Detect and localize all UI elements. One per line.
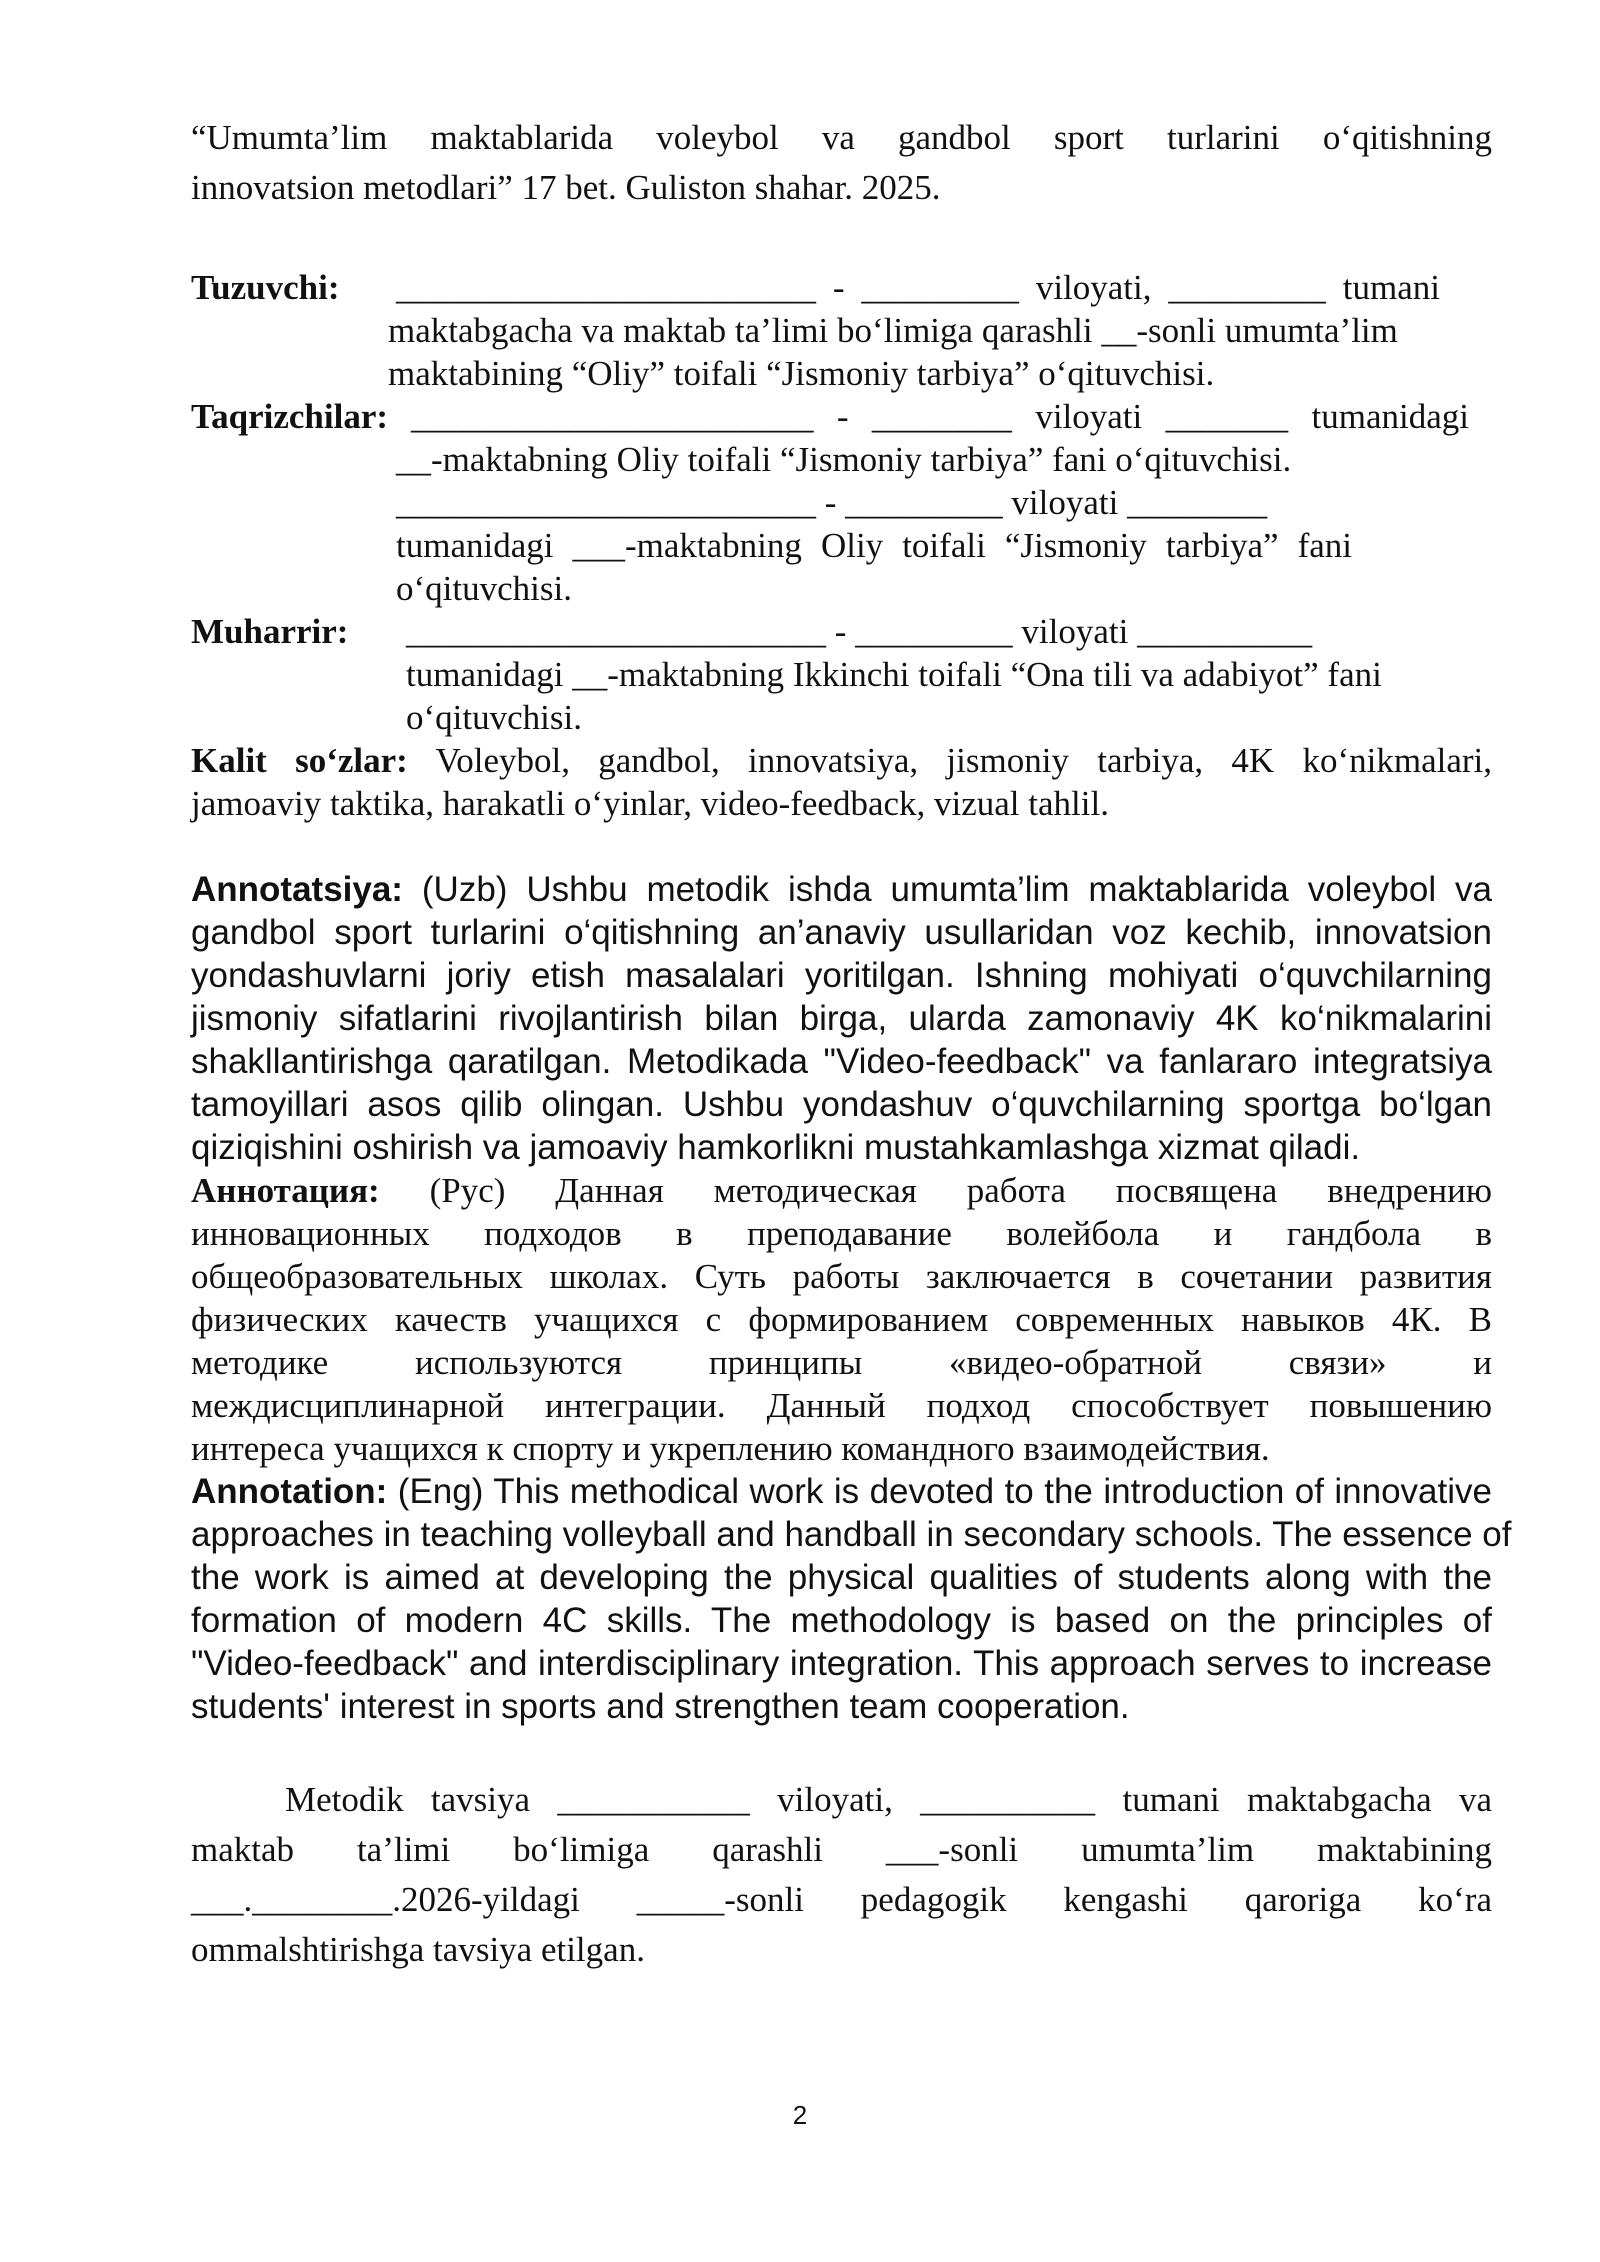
- annotation-uz-line-7: qiziqishini oshirish va jamoaviy hamkorlikni mustahkamlashga xizmat qiladi.: [191, 1128, 1361, 1167]
- annotation-uz-line-6: tamoyillari asos qilib olingan. Ushbu yondashuv o‘quvchilarning sportga bo‘lgan: [191, 1085, 1492, 1124]
- editor-line-2: tumanidagi __-maktabning Ikkinchi toifali “Ona tili va adabiyot” fani: [406, 655, 1382, 694]
- annotation-ru-line-1: [191, 1169, 1492, 1212]
- annotation-ru-label: Аннотация:: [191, 1171, 380, 1210]
- reviewers-line-2: __-maktabning Oliy toifali “Jismoniy tarbiya” fani o‘qituvchisi.: [396, 440, 1292, 479]
- annotation-uz-line-2: gandbol sport turlarini o‘qitishning an’anaviy usullaridan voz kechib, innovatsion: [191, 913, 1492, 952]
- recommendation-line-4: ommalshtirishga tavsiya etilgan.: [191, 1930, 645, 1969]
- keywords-label: Kalit so‘zlar:: [191, 741, 408, 780]
- title-reference-line-2: innovatsion metodlari” 17 bet. Guliston shahar. 2025.: [191, 168, 941, 207]
- annotation-ru-line-5: методике используются принципы «видео-обратной связи» и: [191, 1343, 1492, 1382]
- reviewers-label: Taqrizchilar:: [191, 397, 389, 436]
- annotation-ru-line-6: междисциплинарной интеграции. Данный подход способствует повышению: [191, 1386, 1492, 1425]
- annotation-ru-text: (Рус) Данная методическая работа посвящена внедрению: [429, 1171, 1493, 1210]
- editor-line-3: o‘qituvchisi.: [406, 698, 582, 737]
- annotation-uz-line-5: shakllantirishga qaratilgan. Metodikada "Video-feedback" va fanlararo integratsiya: [191, 1042, 1492, 1081]
- annotation-ru-line-2: инновационных подходов в преподавание волейбола и гандбола в: [191, 1214, 1492, 1253]
- compiler-line-1: ________________________ - _________ viloyati, _________ tumani: [396, 268, 1440, 307]
- recommendation-line-1: Metodik tavsiya ___________ viloyati, __________ tumani maktabgacha va: [285, 1780, 1492, 1819]
- annotation-en-line-2: approaches in teaching volleyball and handball in secondary schools. The essence of: [191, 1515, 1512, 1554]
- reviewers-line-4: tumanidagi ___-maktabning Oliy toifali “Jismoniy tarbiya” fani: [396, 526, 1352, 565]
- annotation-en-text: (Eng) This methodical work is devoted to the introduction of innovative: [397, 1472, 1492, 1511]
- title-reference-line-1: “Umumta’lim maktablarida voleybol va gandbol sport turlarini o‘qitishning: [191, 118, 1492, 157]
- annotation-en-label: Annotation:: [191, 1472, 388, 1511]
- annotation-uz-text: (Uzb) Ushbu metodik ishda umumta’lim maktablarida voleybol va: [421, 870, 1493, 909]
- editor-label: Muharrir:: [191, 612, 349, 651]
- editor-line-1: ________________________ - _________ viloyati __________: [406, 612, 1313, 651]
- keywords-line-2: jamoaviy taktika, harakatli o‘yinlar, video-feedback, vizual tahlil.: [191, 784, 1109, 823]
- annotation-ru-line-7: интереса учащихся к спорту и укреплению командного взаимодействия.: [191, 1429, 1270, 1468]
- annotation-en-line-6: students' interest in sports and strengthen team cooperation.: [191, 1687, 1130, 1726]
- compiler-label: Tuzuvchi:: [191, 268, 340, 307]
- keywords-line-1: [191, 739, 1492, 782]
- keywords-text: Voleybol, gandbol, innovatsiya, jismoniy tarbiya, 4K ko‘nikmalari,: [435, 741, 1492, 780]
- compiler-line-2: maktabgacha va maktab ta’limi bo‘limiga qarashli __-sonli umumta’lim: [388, 311, 1398, 350]
- annotation-uz-line-4: jismoniy sifatlarini rivojlantirish bilan birga, ularda zamonaviy 4K ko‘nikmalarini: [191, 999, 1492, 1038]
- page-number: 2: [792, 2100, 808, 2130]
- recommendation-line-3: ___.________.2026-yildagi _____-sonli pedagogik kengashi qaroriga ko‘ra: [191, 1880, 1492, 1919]
- annotation-uz-line-3: yondashuvlarni joriy etish masalalari yoritilgan. Ishning mohiyati o‘quvchilarning: [191, 956, 1492, 995]
- annotation-en-line-1: [191, 1470, 1492, 1513]
- annotation-en-line-4: formation of modern 4C skills. The methodology is based on the principles of: [191, 1601, 1492, 1640]
- annotation-uz-line-1: [191, 868, 1492, 911]
- annotation-en-line-3: the work is aimed at developing the physical qualities of students along with the: [191, 1558, 1492, 1597]
- annotation-ru-line-3: общеобразовательных школах. Суть работы заключается в сочетании развития: [191, 1257, 1492, 1296]
- reviewers-line-1: _______________________ - ________ viloyati _______ tumanidagi: [411, 397, 1469, 436]
- recommendation-line-2: maktab ta’limi bo‘limiga qarashli ___-sonli umumta’lim maktabining: [191, 1830, 1492, 1869]
- annotation-uz-label: Annotatsiya:: [191, 870, 403, 909]
- reviewers-line-5: o‘qituvchisi.: [396, 569, 572, 608]
- reviewers-line-3: ________________________ - _________ viloyati ________: [396, 483, 1268, 522]
- annotation-en-line-5: "Video-feedback" and interdisciplinary integration. This approach serves to increase: [191, 1644, 1492, 1683]
- compiler-line-3: maktabining “Oliy” toifali “Jismoniy tarbiya” o‘qituvchisi.: [388, 354, 1215, 393]
- annotation-ru-line-4: физических качеств учащихся с формированием современных навыков 4К. В: [191, 1300, 1492, 1339]
